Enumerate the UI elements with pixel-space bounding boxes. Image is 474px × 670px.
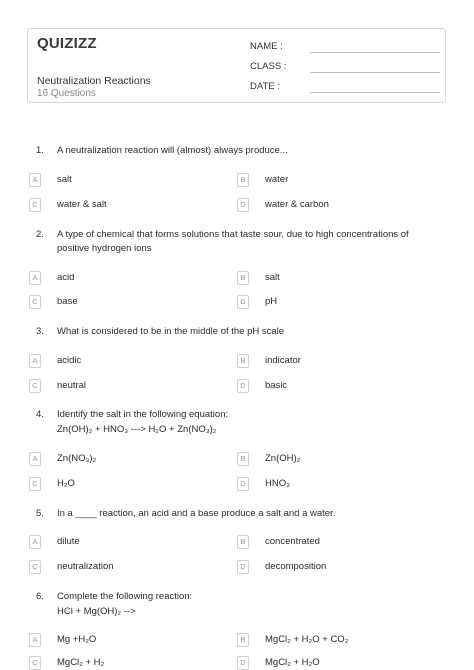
option-text: pH xyxy=(265,296,278,307)
option-letter-box: B xyxy=(237,633,249,647)
question-number: 3. xyxy=(36,326,44,337)
option-text: H₂O xyxy=(57,478,75,489)
question-text: What is considered to be in the middle of the pH scale xyxy=(57,326,285,337)
option-text: water xyxy=(265,174,289,185)
option-letter-box: D xyxy=(237,656,249,670)
option-letter-box: B xyxy=(237,535,249,549)
worksheet-header xyxy=(27,28,446,103)
option-text: base xyxy=(57,296,78,307)
name-line xyxy=(310,52,440,53)
option-text: neutralization xyxy=(57,561,114,572)
option-text: decomposition xyxy=(265,561,327,572)
question-text: Complete the following reaction: xyxy=(57,591,193,602)
name-field[interactable] xyxy=(250,41,283,52)
option-letter-box: C xyxy=(29,656,41,670)
option-letter-box: D xyxy=(237,477,249,491)
option-letter-box: C xyxy=(29,477,41,491)
class-label: CLASS : xyxy=(250,61,287,72)
option-letter-box: C xyxy=(29,198,41,212)
worksheet-title: Neutralization Reactions xyxy=(37,75,151,87)
option-text: neutral xyxy=(57,380,87,391)
option-letter-box: D xyxy=(237,198,249,212)
option-text: HNO₃ xyxy=(265,478,290,489)
name-label: NAME : xyxy=(250,41,283,52)
option-text: concentrated xyxy=(265,536,320,547)
option-text: acidic xyxy=(57,355,82,366)
question-text: Identify the salt in the following equation: xyxy=(57,409,229,420)
option-text: salt xyxy=(57,174,72,185)
option-text: MgCl₂ + H₂O + CO₂ xyxy=(265,634,349,645)
option-text: dilute xyxy=(57,536,80,547)
option-letter-box: C xyxy=(29,379,41,393)
question-number: 4. xyxy=(36,409,44,420)
option-letter-box: A xyxy=(29,173,41,187)
question-text: A neutralization reaction will (almost) always produce... xyxy=(57,145,288,156)
question-text: In a ____ reaction, an acid and a base produce a salt and a water. xyxy=(57,508,336,519)
question-count: 16 Questions xyxy=(37,88,96,99)
option-letter-box: B xyxy=(237,173,249,187)
question-number: 2. xyxy=(36,229,44,240)
option-text: basic xyxy=(265,380,288,391)
question-equation: HCl + Mg(OH)₂ --> xyxy=(57,606,136,617)
date-field[interactable] xyxy=(250,81,280,92)
option-text: MgCl₂ + H₂ xyxy=(57,657,105,668)
class-field[interactable] xyxy=(250,61,286,72)
quizizz-logo: QUIZIZZ xyxy=(37,35,97,52)
option-letter-box: C xyxy=(29,295,41,309)
option-letter-box: A xyxy=(29,535,41,549)
option-letter-box: D xyxy=(237,295,249,309)
option-text: Zn(NO₃)₂ xyxy=(57,453,97,464)
option-letter-box: B xyxy=(237,354,249,368)
option-text: acid xyxy=(57,272,75,283)
question-text: A type of chemical that forms solutions that taste sour, due to high concentrations of positive hydrogen ions xyxy=(57,229,409,254)
option-letter-box: B xyxy=(237,452,249,466)
option-letter-box: A xyxy=(29,633,41,647)
option-text: Zn(OH)₂ xyxy=(265,453,301,464)
question-equation: Zn(OH)₂ + HNO₃ ---> H₂O + Zn(NO₃)₂ xyxy=(57,424,217,435)
question-number: 5. xyxy=(36,508,44,519)
option-text: water & carbon xyxy=(265,199,329,210)
option-text: Mg +H₂O xyxy=(57,634,97,645)
option-letter-box: D xyxy=(237,379,249,393)
option-text: MgCl₂ + H₂O xyxy=(265,657,320,668)
option-letter-box: D xyxy=(237,560,249,574)
question-number: 6. xyxy=(36,591,44,602)
option-text: salt xyxy=(265,272,280,283)
option-letter-box: A xyxy=(29,452,41,466)
option-letter-box: C xyxy=(29,560,41,574)
date-line xyxy=(310,92,440,93)
option-text: indicator xyxy=(265,355,301,366)
option-text: water & salt xyxy=(57,199,107,210)
option-letter-box: A xyxy=(29,271,41,285)
question-number: 1. xyxy=(36,145,44,156)
date-label: DATE : xyxy=(250,81,280,92)
option-letter-box: A xyxy=(29,354,41,368)
class-line xyxy=(310,72,440,73)
option-letter-box: B xyxy=(237,271,249,285)
